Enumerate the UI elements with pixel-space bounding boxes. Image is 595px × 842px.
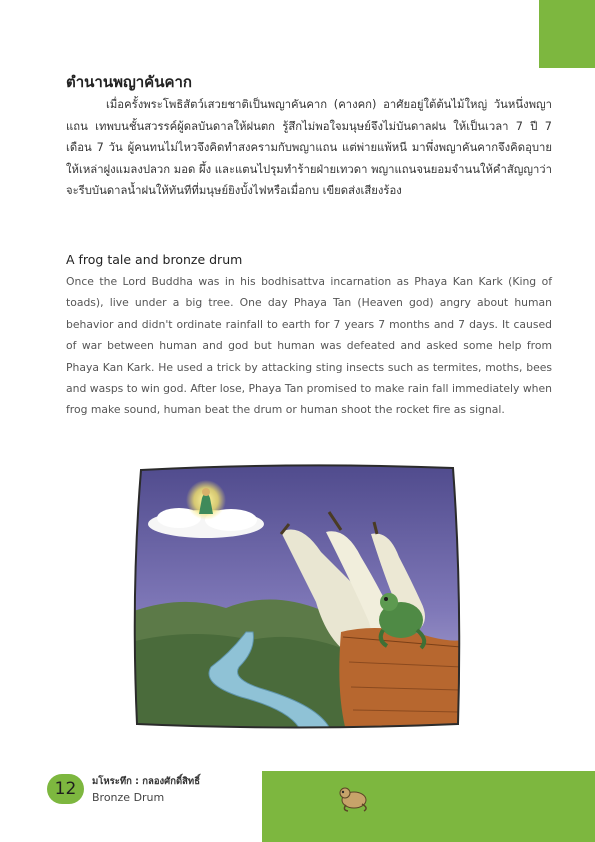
thai-section-body: เมื่อครั้งพระโพธิสัตว์เสวยชาติเป็นพญาคันคาก (คางคก) อาศัยอยู่ใต้ต้นไม้ใหญ่ วันหนึ่งพญาแถน เทพบนชั้นสวรรค์ผู้ดลบันดาลให้ฝนตก รู้สึกไม่พอใจมนุษย์จึงไม่บันดาลฝน ให้เป็นเวลา 7 ปี 7 เดือน 7 วัน ผู้คนทนไม่ไหวจึงคิดทำสงครามกับพญาแถน แต่พ่ายแพ้หนี มาพึ่งพญาคันคากจึงคิดอุบายให้เหล่าฝูงแมลงปลวก มอด ผึ้ง และแตนไปรุมทำร้ายฝ่ายเทวดา พญาแถนจนยอมจำนนให้คำสัญญาว่าจะรีบบันดาลน้ำฝนให้ทันทีที่มนุษย์ยิงบั้งไฟหรือเมื่อกบ เขียดส่งเสียงร้อง xyxy=(66,98,552,198)
frog-tale-illustration xyxy=(131,462,462,731)
page-number-badge: 12 xyxy=(47,774,84,804)
thai-section-title: ตำนานพญาคันคาก xyxy=(66,73,193,91)
footer-color-bar xyxy=(262,771,595,842)
english-section-title: A frog tale and bronze drum xyxy=(66,252,243,267)
footer-series-english: Bronze Drum xyxy=(92,791,165,804)
frog-icon xyxy=(334,781,372,813)
english-section-body: Once the Lord Buddha was in his bodhisattva incarnation as Phaya Kan Kark (King of toads), live under a big tree. One day Phaya Tan (Heaven god) angry about human behavior and didn't ordinate rainfall to earth for 7 years 7 months and 7 days. It caused of war between human and god but human was defeated and asked some help from Phaya Kan Kark. He used a trick by attacking sting insects such as termites, moths, bees and wasps to win god. After lose, Phaya Tan promised to make rain fall immediately when frog make sound, human beat the drum or human shoot the rocket fire as signal. xyxy=(66,275,552,417)
corner-color-tab xyxy=(539,0,595,68)
footer-series-thai: มโหระทึก : กลองศักดิ์สิทธิ์ xyxy=(92,776,200,787)
